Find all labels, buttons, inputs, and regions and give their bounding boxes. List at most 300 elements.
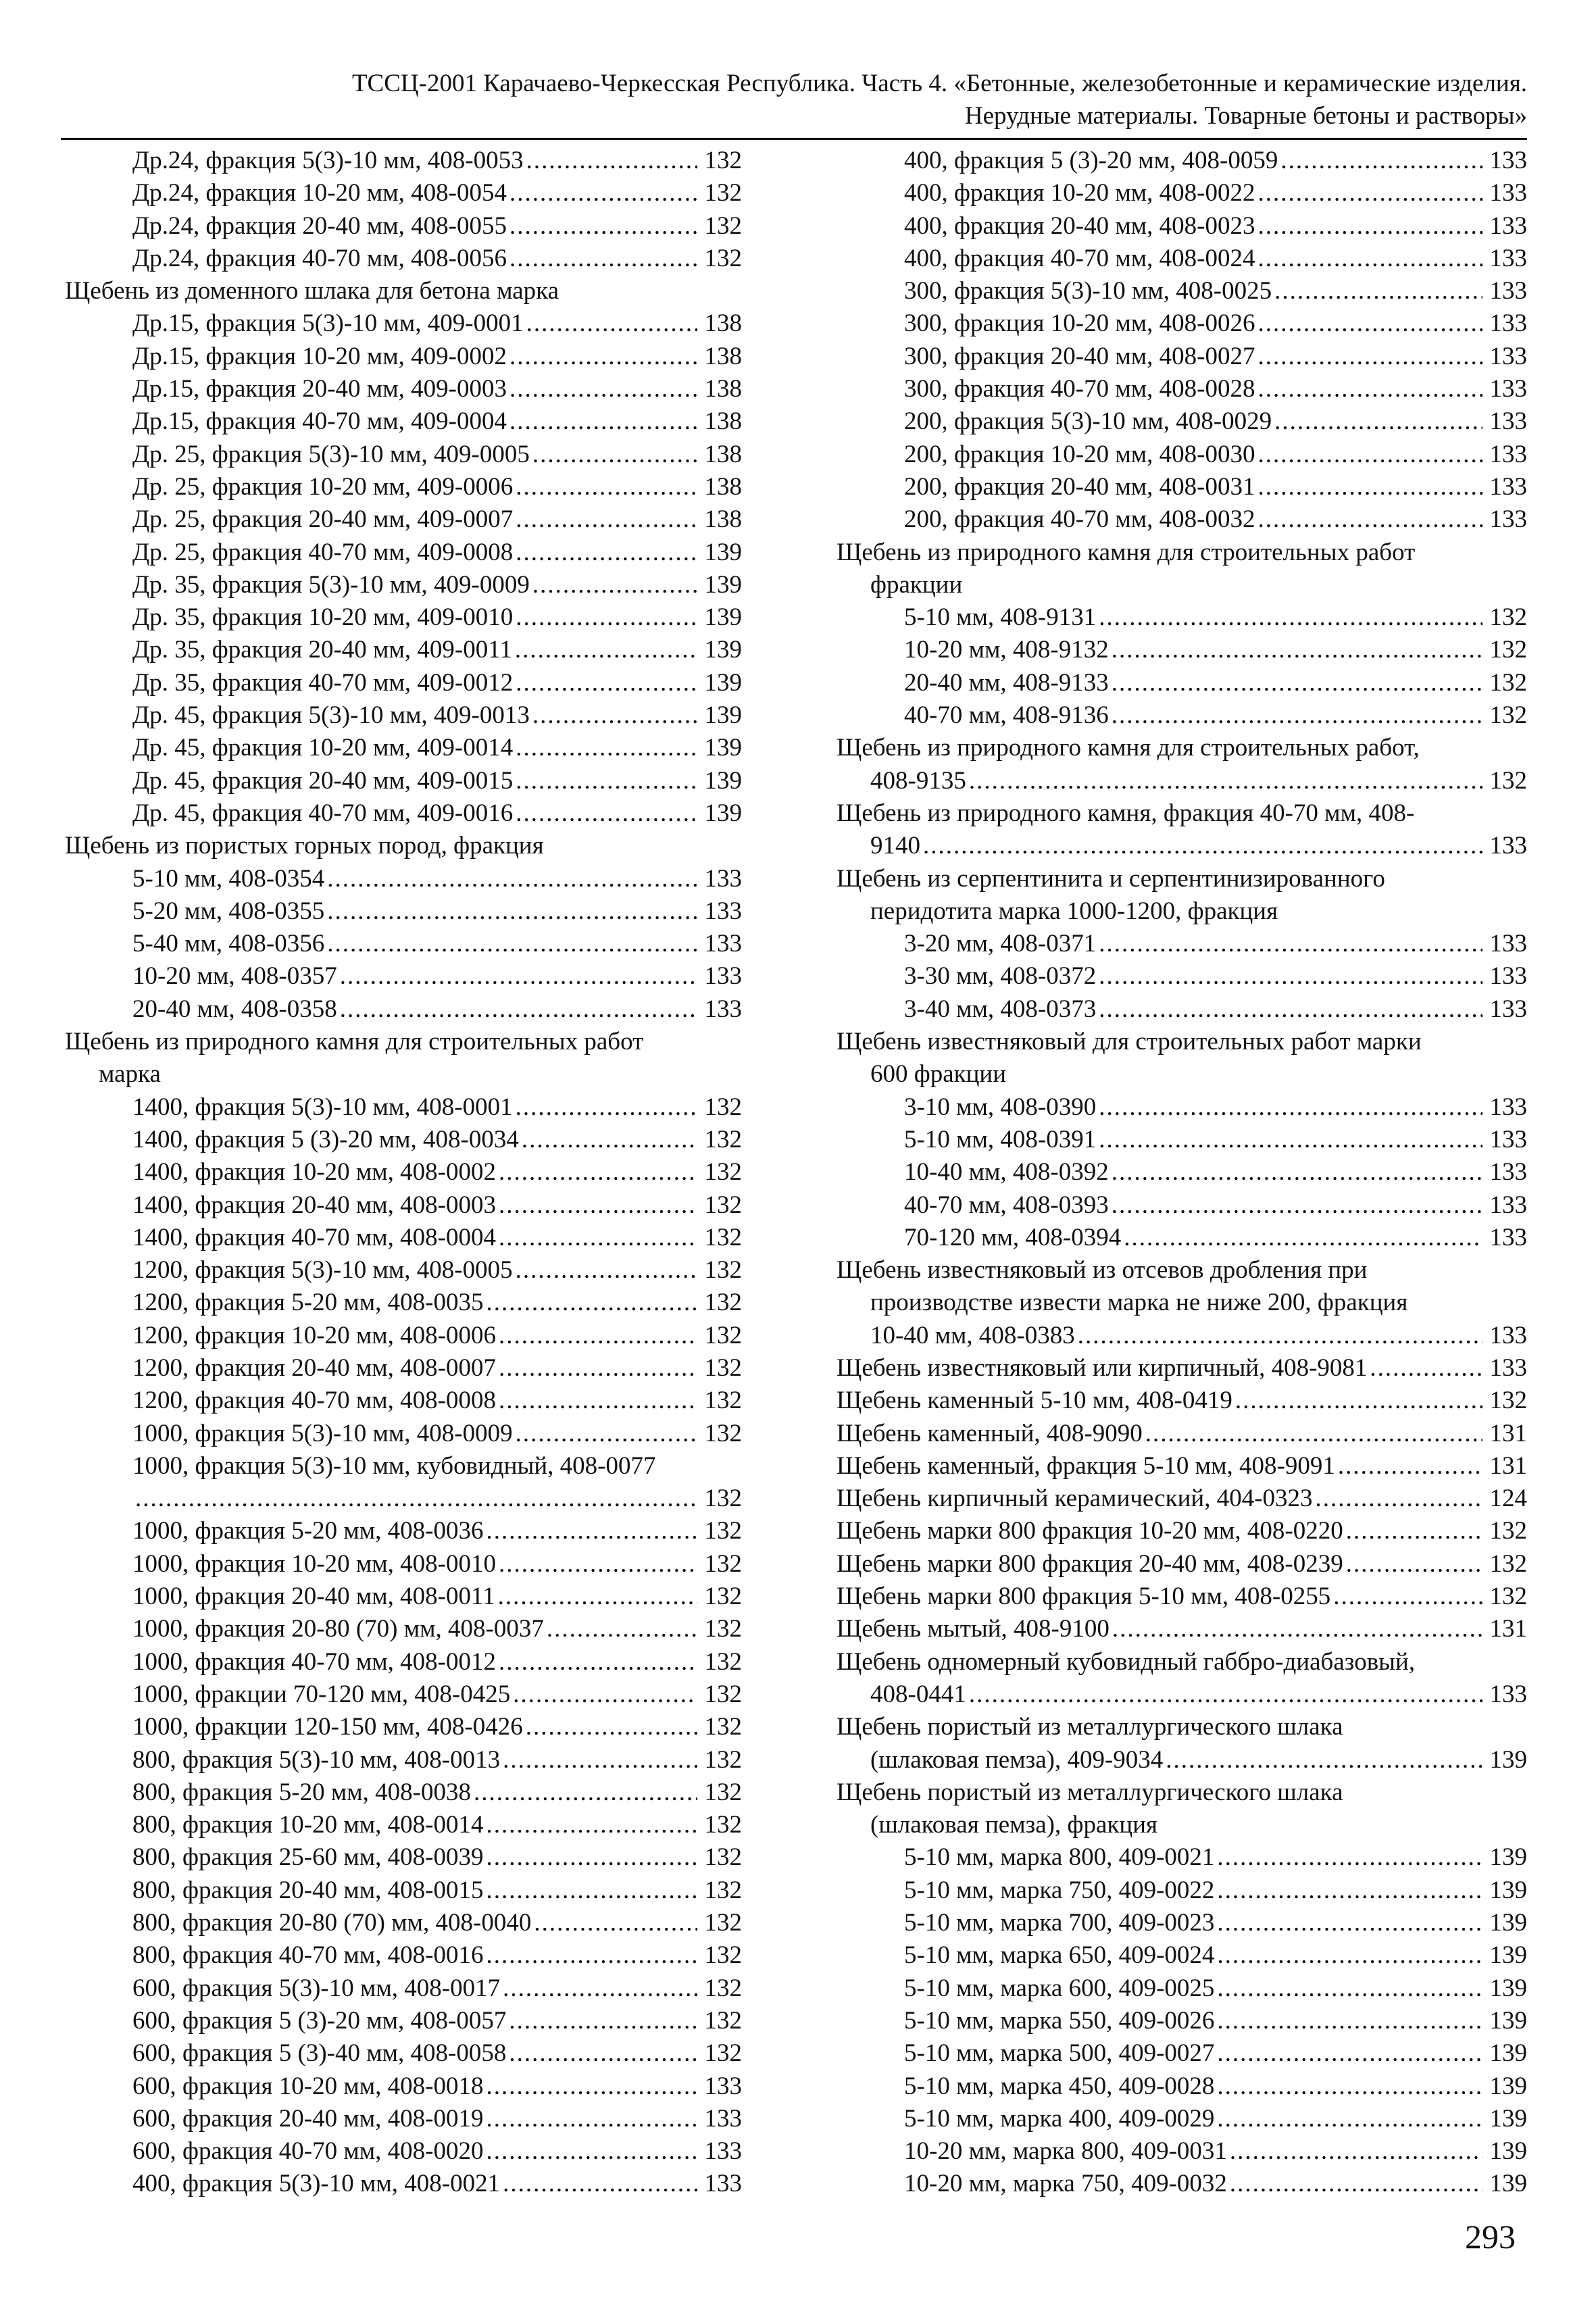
entry-text: 200, фракция 10-20 мм, 408-0030 bbox=[904, 440, 1255, 468]
entry-text: 800, фракция 10-20 мм, 408-0014 bbox=[132, 1811, 484, 1839]
entry-page: 139 bbox=[1489, 2170, 1527, 2198]
dot-leader bbox=[509, 2005, 697, 2037]
entry-page: 132 bbox=[1489, 636, 1527, 664]
entry-text: Др. 25, фракция 20-40 мм, 409-0007 bbox=[132, 505, 514, 534]
entry-page: 139 bbox=[1489, 2039, 1527, 2068]
entry-text: 40-70 мм, 408-9136 bbox=[904, 701, 1109, 730]
entry-page: 138 bbox=[704, 375, 742, 403]
index-entry bbox=[837, 210, 1527, 243]
index-entry bbox=[65, 830, 742, 862]
index-entry bbox=[837, 569, 1527, 601]
dot-leader bbox=[516, 537, 697, 569]
entry-text: 1000, фракции 120-150 мм, 408-0426 bbox=[132, 1713, 523, 1741]
index-entry bbox=[65, 1646, 742, 1678]
entry-page: 132 bbox=[704, 1811, 742, 1839]
entry-page: 138 bbox=[704, 472, 742, 501]
index-entry bbox=[837, 1744, 1527, 1776]
index-entry bbox=[65, 1352, 742, 1385]
entry-text: 1000, фракция 20-40 мм, 408-0011 bbox=[132, 1583, 495, 1611]
dot-leader bbox=[969, 765, 1482, 797]
entry-text: 1000, фракция 10-20 мм, 408-0010 bbox=[132, 1549, 496, 1578]
index-entry bbox=[837, 1515, 1527, 1547]
dot-leader bbox=[509, 210, 697, 243]
entry-text: 300, фракция 40-70 мм, 408-0028 bbox=[904, 375, 1255, 403]
index-entry bbox=[65, 732, 742, 764]
index-entry bbox=[837, 1385, 1527, 1417]
index-entry bbox=[837, 699, 1527, 732]
index-entry bbox=[837, 1613, 1527, 1645]
entry-page: 139 bbox=[1489, 1745, 1527, 1774]
index-entry bbox=[65, 275, 742, 307]
index-entry bbox=[837, 1287, 1527, 1319]
entry-text: 600 фракции bbox=[870, 1060, 1007, 1089]
dot-leader bbox=[340, 993, 697, 1026]
entry-text: Др.15, фракция 5(3)-10 мм, 409-0001 bbox=[132, 309, 524, 338]
dot-leader bbox=[486, 2135, 697, 2168]
dot-leader bbox=[499, 1222, 697, 1254]
dot-leader bbox=[516, 765, 697, 797]
dot-leader bbox=[486, 1841, 697, 1874]
entry-text: Др. 35, фракция 10-20 мм, 409-0010 bbox=[132, 603, 514, 632]
entry-text: 5-10 мм, марка 500, 409-0027 bbox=[904, 2039, 1215, 2068]
entry-text: 600, фракция 5 (3)-20 мм, 408-0057 bbox=[132, 2006, 507, 2035]
entry-text: Др.24, фракция 40-70 мм, 408-0056 bbox=[132, 244, 507, 272]
entry-text: 1000, фракция 5(3)-10 мм, кубовидный, 408-0077 bbox=[132, 1451, 656, 1480]
index-entry bbox=[65, 341, 742, 373]
index-entry bbox=[837, 537, 1527, 569]
index-entry bbox=[65, 503, 742, 536]
index-entry bbox=[837, 1907, 1527, 1939]
entry-text: 300, фракция 10-20 мм, 408-0026 bbox=[904, 309, 1255, 338]
index-entry bbox=[65, 1613, 742, 1645]
entry-text: 600, фракция 5(3)-10 мм, 408-0017 bbox=[132, 1974, 501, 2002]
entry-text: 5-10 мм, марка 800, 409-0021 bbox=[904, 1843, 1215, 1872]
index-entry bbox=[837, 1254, 1527, 1287]
entry-page: 132 bbox=[704, 1321, 742, 1349]
dot-leader bbox=[522, 1124, 697, 1156]
entry-page: 132 bbox=[1489, 1387, 1527, 1415]
entry-page: 139 bbox=[1489, 2072, 1527, 2100]
entry-text: (шлаковая пемза), фракция bbox=[870, 1811, 1157, 1839]
entry-text: Др. 35, фракция 5(3)-10 мм, 409-0009 bbox=[132, 570, 530, 599]
entry-text: Щебень мытый, 408-9100 bbox=[837, 1615, 1109, 1643]
entry-text: 1000, фракция 40-70 мм, 408-0012 bbox=[132, 1647, 496, 1676]
index-entry bbox=[65, 210, 742, 243]
index-entry bbox=[65, 569, 742, 601]
index-entry bbox=[65, 1254, 742, 1287]
entry-text: Щебень марки 800 фракция 5-10 мм, 408-0255 bbox=[837, 1583, 1331, 1611]
dot-leader bbox=[327, 863, 697, 895]
entry-text: 1400, фракция 10-20 мм, 408-0002 bbox=[132, 1158, 496, 1187]
dot-leader bbox=[1217, 1874, 1482, 1907]
entry-text: 400, фракция 5 (3)-20 мм, 408-0059 bbox=[904, 147, 1278, 174]
dot-leader bbox=[499, 1548, 697, 1580]
index-entry bbox=[65, 1711, 742, 1743]
dot-leader bbox=[516, 1254, 697, 1287]
entry-text: 600, фракция 10-20 мм, 408-0018 bbox=[132, 2072, 484, 2100]
entry-text: Щебень каменный, фракция 5-10 мм, 408-9091 bbox=[837, 1451, 1335, 1480]
entry-text: Др. 35, фракция 20-40 мм, 409-0011 bbox=[132, 636, 512, 664]
entry-page: 133 bbox=[704, 2137, 742, 2166]
index-entry bbox=[837, 1450, 1527, 1483]
entry-text: 3-40 мм, 408-0373 bbox=[904, 995, 1097, 1023]
dot-leader bbox=[1145, 1418, 1482, 1450]
entry-text: 5-20 мм, 408-0355 bbox=[132, 897, 325, 925]
index-entry bbox=[65, 601, 742, 634]
entry-page: 133 bbox=[1489, 1321, 1527, 1349]
index-entry bbox=[837, 2168, 1527, 2200]
index-entry bbox=[65, 145, 742, 177]
index-entry bbox=[837, 1580, 1527, 1613]
entry-page: 139 bbox=[1489, 2137, 1527, 2166]
index-entry bbox=[837, 1776, 1527, 1809]
entry-page: 132 bbox=[704, 1387, 742, 1415]
entry-text: 200, фракция 5(3)-10 мм, 408-0029 bbox=[904, 407, 1272, 436]
entry-page: 133 bbox=[704, 995, 742, 1023]
dot-leader bbox=[1099, 1124, 1482, 1156]
entry-text: 5-10 мм, 408-0391 bbox=[904, 1125, 1097, 1153]
entry-page: 132 bbox=[704, 1191, 742, 1219]
index-entry bbox=[837, 1189, 1527, 1222]
entry-text: Щебень марки 800 фракция 10-20 мм, 408-0220 bbox=[837, 1517, 1343, 1545]
index-entry bbox=[65, 2168, 742, 2200]
entry-text: Др. 25, фракция 40-70 мм, 409-0008 bbox=[132, 538, 514, 566]
index-entry bbox=[837, 1711, 1527, 1743]
dot-leader bbox=[1099, 928, 1482, 960]
entry-text: Др.24, фракция 20-40 мм, 408-0055 bbox=[132, 211, 507, 240]
dot-leader bbox=[509, 177, 697, 209]
entry-page: 133 bbox=[1489, 505, 1527, 534]
entry-text: 5-10 мм, марка 550, 409-0026 bbox=[904, 2006, 1215, 2035]
entry-page: 139 bbox=[1489, 1843, 1527, 1872]
entry-page: 133 bbox=[704, 864, 742, 893]
entry-page: 132 bbox=[704, 1680, 742, 1708]
dot-leader bbox=[486, 1515, 697, 1547]
entry-page: 133 bbox=[1489, 211, 1527, 240]
entry-text: 1200, фракция 40-70 мм, 408-0008 bbox=[132, 1387, 496, 1415]
dot-leader bbox=[532, 569, 697, 601]
entry-page: 133 bbox=[1489, 930, 1527, 958]
entry-page: 132 bbox=[704, 1517, 742, 1545]
dot-leader bbox=[1316, 1483, 1482, 1515]
index-entry bbox=[837, 634, 1527, 666]
index-column-left bbox=[65, 145, 742, 2201]
dot-leader bbox=[516, 1418, 697, 1450]
entry-page: 139 bbox=[704, 603, 742, 632]
entry-text: 1200, фракция 5-20 мм, 408-0035 bbox=[132, 1289, 484, 1317]
index-entry bbox=[65, 1548, 742, 1580]
dot-leader bbox=[499, 1352, 697, 1385]
dot-leader bbox=[1274, 405, 1482, 438]
index-entry bbox=[65, 863, 742, 895]
index-entry bbox=[837, 439, 1527, 471]
dot-leader bbox=[513, 1678, 697, 1711]
index-entry bbox=[65, 1580, 742, 1613]
entry-text: 1400, фракция 40-70 мм, 408-0004 bbox=[132, 1223, 496, 1251]
entry-text: 5-10 мм, марка 450, 409-0028 bbox=[904, 2072, 1215, 2100]
index-entry bbox=[65, 928, 742, 960]
entry-page: 139 bbox=[704, 668, 742, 697]
dot-leader bbox=[1217, 1907, 1482, 1939]
entry-text: Щебень из природного камня для строительных работ, bbox=[837, 734, 1420, 762]
index-entry bbox=[65, 2135, 742, 2168]
index-column-right bbox=[837, 145, 1527, 2201]
index-entry bbox=[65, 471, 742, 503]
index-entry bbox=[837, 732, 1527, 764]
entry-text: 5-40 мм, 408-0356 bbox=[132, 930, 325, 958]
dot-leader bbox=[1112, 1613, 1482, 1645]
index-entry bbox=[65, 373, 742, 405]
dot-leader bbox=[516, 471, 697, 503]
dot-leader bbox=[1124, 1222, 1482, 1254]
entry-text: 800, фракция 40-70 мм, 408-0016 bbox=[132, 1941, 484, 1970]
index-entry bbox=[837, 1548, 1527, 1580]
entry-page: 132 bbox=[1489, 1549, 1527, 1578]
entry-text: 5-10 мм, марка 650, 409-0024 bbox=[904, 1941, 1215, 1970]
dot-leader bbox=[1230, 2135, 1482, 2168]
index-entry bbox=[65, 2005, 742, 2037]
dot-leader bbox=[499, 1385, 697, 1417]
dot-leader bbox=[486, 1874, 697, 1907]
dot-leader bbox=[516, 1091, 697, 1124]
entry-page: 132 bbox=[704, 1353, 742, 1382]
index-entry bbox=[837, 275, 1527, 307]
header-line-1: ТССЦ-2001 Карачаево-Черкесская Республика. Часть 4. «Бетонные, железобетонные и керамические изделия. bbox=[351, 70, 1527, 97]
entry-page: 133 bbox=[1489, 995, 1527, 1023]
index-entry bbox=[65, 1026, 742, 1058]
entry-text: Др.24, фракция 10-20 мм, 408-0054 bbox=[132, 179, 507, 207]
entry-text: марка bbox=[99, 1060, 161, 1089]
entry-page: 132 bbox=[704, 1843, 742, 1872]
entry-page: 139 bbox=[1489, 1909, 1527, 1937]
dot-leader bbox=[1257, 177, 1482, 209]
entry-text: Щебень каменный 5-10 мм, 408-0419 bbox=[837, 1387, 1232, 1415]
entry-page: 138 bbox=[704, 407, 742, 436]
index-entry bbox=[837, 177, 1527, 209]
entry-page: 131 bbox=[1489, 1419, 1527, 1447]
dot-leader bbox=[1166, 1744, 1482, 1776]
dot-leader bbox=[1112, 667, 1482, 699]
entry-page: 133 bbox=[1489, 1125, 1527, 1153]
index-entry bbox=[65, 1058, 742, 1091]
entry-text: 10-40 мм, 408-0383 bbox=[870, 1321, 1075, 1349]
dot-leader bbox=[503, 1972, 697, 2005]
entry-text: 800, фракция 5(3)-10 мм, 408-0013 bbox=[132, 1745, 501, 1774]
entry-text: Щебень одномерный кубовидный габбро-диабазовый, bbox=[837, 1647, 1416, 1676]
index-entry bbox=[65, 1972, 742, 2005]
index-entry bbox=[65, 1287, 742, 1319]
dot-leader bbox=[1099, 1091, 1482, 1124]
index-entry bbox=[837, 1483, 1527, 1515]
dot-leader bbox=[486, 1939, 697, 1972]
entry-page: 133 bbox=[1489, 244, 1527, 272]
entry-page: 133 bbox=[1489, 342, 1527, 370]
dot-leader bbox=[1257, 439, 1482, 471]
dot-leader bbox=[1280, 145, 1482, 177]
index-entry bbox=[65, 1450, 742, 1483]
index-entry bbox=[837, 341, 1527, 373]
dot-leader bbox=[1346, 1515, 1482, 1547]
entry-page: 132 bbox=[704, 1223, 742, 1251]
entry-text: 1000, фракция 20-80 (70) мм, 408-0037 bbox=[132, 1615, 544, 1643]
entry-text: Щебень из пористых горных пород, фракция bbox=[65, 832, 544, 860]
index-entry bbox=[837, 405, 1527, 438]
entry-text: 200, фракция 20-40 мм, 408-0031 bbox=[904, 472, 1255, 501]
entry-page: 139 bbox=[1489, 2006, 1527, 2035]
dot-leader bbox=[547, 1613, 697, 1645]
dot-leader bbox=[1217, 1841, 1482, 1874]
entry-text: Др. 45, фракция 40-70 мм, 409-0016 bbox=[132, 799, 514, 827]
index-entry bbox=[837, 2103, 1527, 2135]
entry-page: 133 bbox=[1489, 277, 1527, 305]
dot-leader bbox=[532, 439, 697, 471]
dot-leader bbox=[969, 1678, 1482, 1711]
entry-page: 132 bbox=[704, 1615, 742, 1643]
entry-page: 139 bbox=[1489, 1941, 1527, 1970]
entry-page: 133 bbox=[1489, 832, 1527, 860]
entry-text: 400, фракция 20-40 мм, 408-0023 bbox=[904, 211, 1255, 240]
index-entry bbox=[65, 1385, 742, 1417]
dot-leader bbox=[1370, 1352, 1482, 1385]
entry-page: 132 bbox=[704, 1256, 742, 1285]
index-entry bbox=[65, 1809, 742, 1841]
entry-text: 1000, фракция 5-20 мм, 408-0036 bbox=[132, 1517, 484, 1545]
entry-text: 1000, фракция 5(3)-10 мм, 408-0009 bbox=[132, 1419, 513, 1447]
index-entry bbox=[65, 1418, 742, 1450]
dot-leader bbox=[534, 1907, 697, 1939]
entry-text: 600, фракция 20-40 мм, 408-0019 bbox=[132, 2104, 484, 2133]
index-entry bbox=[837, 1352, 1527, 1385]
dot-leader bbox=[499, 1646, 697, 1678]
entry-text: 408-0441 bbox=[870, 1680, 966, 1708]
entry-page: 133 bbox=[1489, 375, 1527, 403]
dot-leader bbox=[486, 1809, 697, 1841]
index-entry bbox=[65, 1515, 742, 1547]
entry-page: 132 bbox=[704, 1093, 742, 1121]
entry-page: 139 bbox=[1489, 1974, 1527, 2002]
entry-text: 300, фракция 20-40 мм, 408-0027 bbox=[904, 342, 1255, 370]
entry-text: 5-10 мм, марка 700, 409-0023 bbox=[904, 1909, 1215, 1937]
index-entry bbox=[837, 1678, 1527, 1711]
entry-text: Др. 45, фракция 10-20 мм, 409-0014 bbox=[132, 734, 514, 762]
entry-page: 139 bbox=[1489, 1876, 1527, 1904]
dot-leader bbox=[1217, 1972, 1482, 2005]
entry-text: 400, фракция 10-20 мм, 408-0022 bbox=[904, 179, 1255, 207]
dot-leader bbox=[499, 1320, 697, 1352]
index-entry bbox=[65, 797, 742, 830]
entry-text: Др.15, фракция 10-20 мм, 409-0002 bbox=[132, 342, 507, 370]
entry-page: 133 bbox=[1489, 440, 1527, 468]
entry-text: 10-20 мм, 408-0357 bbox=[132, 962, 337, 991]
entry-page: 132 bbox=[704, 244, 742, 272]
index-entry bbox=[65, 1939, 742, 1972]
entry-page: 133 bbox=[704, 2170, 742, 2198]
entry-text: фракции bbox=[870, 570, 963, 599]
index-entry bbox=[837, 1972, 1527, 2005]
dot-leader bbox=[1112, 1156, 1482, 1189]
entry-page: 133 bbox=[1489, 309, 1527, 338]
index-entry bbox=[65, 1156, 742, 1189]
entry-page: 139 bbox=[704, 799, 742, 827]
entry-page: 133 bbox=[704, 897, 742, 925]
index-entry bbox=[837, 1418, 1527, 1450]
entry-page: 132 bbox=[704, 1778, 742, 1806]
index-entry bbox=[65, 243, 742, 275]
entry-page: 132 bbox=[1489, 1583, 1527, 1611]
dot-leader bbox=[1257, 341, 1482, 373]
entry-text: 800, фракция 5-20 мм, 408-0038 bbox=[132, 1778, 471, 1806]
index-entry bbox=[837, 993, 1527, 1026]
dot-leader bbox=[516, 667, 697, 699]
entry-page: 132 bbox=[704, 1158, 742, 1187]
index-entry bbox=[65, 307, 742, 340]
entry-page: 132 bbox=[1489, 668, 1527, 697]
entry-text: Щебень известняковый или кирпичный, 408-9081 bbox=[837, 1353, 1368, 1382]
entry-text: 1400, фракция 5(3)-10 мм, 408-0001 bbox=[132, 1093, 513, 1121]
entry-text: 1400, фракция 20-40 мм, 408-0003 bbox=[132, 1191, 496, 1219]
entry-text: 800, фракция 20-40 мм, 408-0015 bbox=[132, 1876, 484, 1904]
index-entry bbox=[837, 1091, 1527, 1124]
index-entry bbox=[837, 1026, 1527, 1058]
entry-text: Щебень из природного камня для строительных работ bbox=[65, 1028, 644, 1056]
entry-page: 132 bbox=[704, 211, 742, 240]
entry-text: 3-10 мм, 408-0390 bbox=[904, 1093, 1097, 1121]
entry-page: 133 bbox=[704, 930, 742, 958]
entry-page: 139 bbox=[704, 636, 742, 664]
index-entry bbox=[65, 993, 742, 1026]
index-entry bbox=[837, 601, 1527, 634]
dot-leader bbox=[516, 797, 697, 830]
dot-leader bbox=[486, 1287, 697, 1319]
dot-leader bbox=[516, 601, 697, 634]
entry-text: Щебень из доменного шлака для бетона марка bbox=[65, 277, 559, 305]
index-entry bbox=[837, 1646, 1527, 1678]
entry-page: 132 bbox=[704, 1419, 742, 1447]
entry-page: 132 bbox=[704, 1876, 742, 1904]
entry-page: 138 bbox=[704, 309, 742, 338]
entry-page: 133 bbox=[704, 2072, 742, 2100]
index-entry bbox=[837, 2070, 1527, 2103]
entry-text: 300, фракция 5(3)-10 мм, 408-0025 bbox=[904, 277, 1272, 305]
entry-text: Щебень из природного камня, фракция 40-70 мм, 408- bbox=[837, 799, 1415, 827]
index-entry bbox=[65, 1841, 742, 1874]
entry-text: (шлаковая пемза), 409-9034 bbox=[870, 1745, 1164, 1774]
dot-leader bbox=[498, 1580, 697, 1613]
dot-leader bbox=[515, 634, 697, 666]
running-header bbox=[61, 68, 1527, 132]
index-entry bbox=[837, 471, 1527, 503]
index-entry bbox=[837, 830, 1527, 862]
dot-leader bbox=[503, 1744, 697, 1776]
dot-leader bbox=[1078, 1320, 1482, 1352]
entry-page: 132 bbox=[704, 147, 742, 174]
entry-text: 10-20 мм, марка 800, 409-0031 bbox=[904, 2137, 1227, 2166]
index-entry bbox=[837, 765, 1527, 797]
entry-page: 138 bbox=[704, 342, 742, 370]
entry-text: Щебень марки 800 фракция 20-40 мм, 408-0239 bbox=[837, 1549, 1343, 1578]
entry-text: производстве извести марка не ниже 200, фракция bbox=[870, 1289, 1408, 1317]
index-entry bbox=[837, 1874, 1527, 1907]
entry-page: 133 bbox=[1489, 179, 1527, 207]
index-entry bbox=[65, 439, 742, 471]
entry-page: 133 bbox=[1489, 472, 1527, 501]
entry-page: 132 bbox=[704, 179, 742, 207]
index-entry bbox=[65, 1874, 742, 1907]
entry-page: 133 bbox=[1489, 1093, 1527, 1121]
entry-page: 132 bbox=[704, 1289, 742, 1317]
entry-page: 131 bbox=[1489, 1615, 1527, 1643]
index-entry bbox=[837, 145, 1527, 177]
